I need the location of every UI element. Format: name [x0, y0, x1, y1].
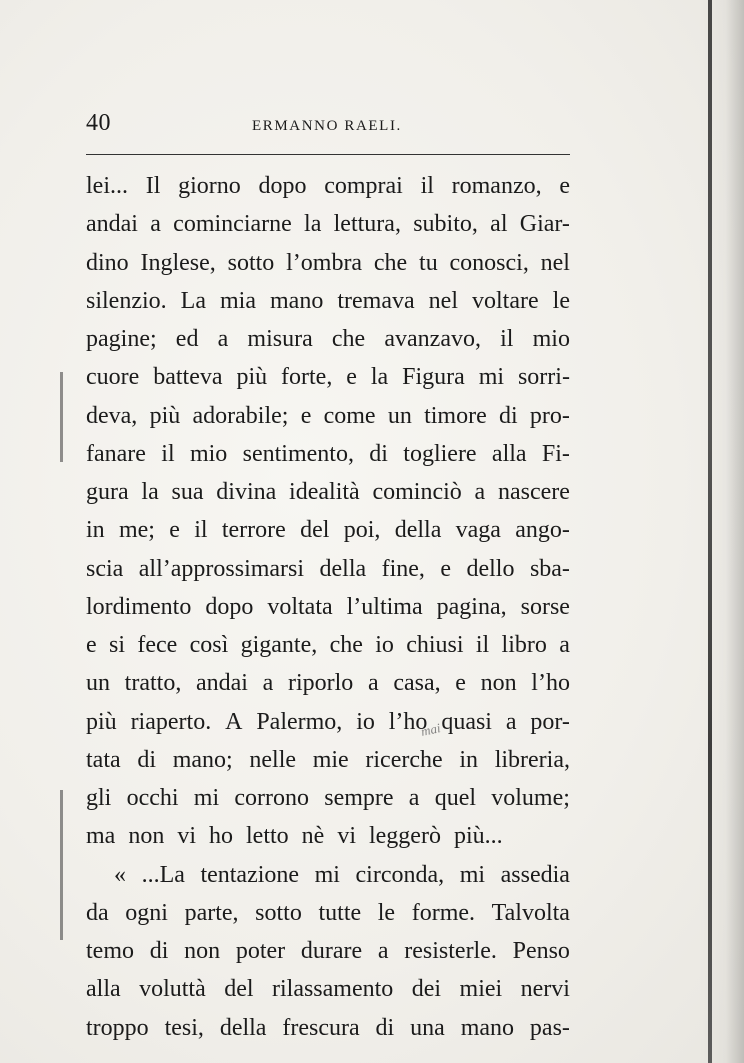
margin-pencil-mark	[60, 790, 63, 940]
text-line: fanare il mio sentimento, di togliere alla Fi-	[86, 440, 570, 467]
page-binding-shadow	[698, 0, 744, 1063]
text-line: un tratto, andai a riporlo a casa, e non l’ho	[86, 670, 570, 697]
text-line: « ...La tentazione mi circonda, mi assedia	[114, 861, 570, 888]
body-text	[86, 167, 570, 1047]
page-header	[86, 110, 570, 146]
text-line: pagine; ed a misura che avanzavo, il mio	[86, 326, 570, 352]
margin-pencil-mark	[60, 372, 63, 462]
text-line: silenzio. La mia mano tremava nel voltare le	[86, 287, 570, 314]
text-line: tata di mano; nelle mie ricerche in libreria,	[86, 746, 570, 773]
marginal-annotation: mai	[419, 720, 442, 739]
page-binding-edge	[708, 0, 712, 1063]
text-line: temo di non poter durare a resisterle. Penso	[86, 938, 570, 964]
text-line: gura la sua divina idealità cominciò a nascere	[86, 479, 570, 505]
text-line: lordimento dopo voltata l’ultima pagina, sorse	[86, 593, 570, 620]
text-line: alla voluttà del rilassamento dei miei nervi	[86, 976, 570, 1003]
text-line: più riaperto. A Palermo, io l’ho quasi a por-	[86, 708, 570, 735]
text-line: in me; e il terrore del poi, della vaga ango-	[86, 517, 570, 544]
text-line: deva, più adorabile; e come un timore di pro-	[86, 402, 570, 429]
text-line: ma non vi ho letto nè vi leggerò più...	[86, 823, 503, 850]
page-number: 40	[86, 110, 111, 136]
text-line: lei... Il giorno dopo comprai il romanzo, e	[86, 173, 570, 199]
text-line: e si fece così gigante, che io chiusi il libro a	[86, 632, 570, 658]
header-rule	[86, 154, 570, 155]
text-line: dino Inglese, sotto l’ombra che tu conosci, nel	[86, 249, 570, 276]
text-line: da ogni parte, sotto tutte le forme. Talvolta	[86, 899, 570, 926]
text-line: cuore batteva più forte, e la Figura mi sorri-	[86, 364, 570, 391]
text-line: andai a cominciarne la lettura, subito, al Giar-	[86, 211, 570, 238]
text-line: scia all’approssimarsi della fine, e dello sba-	[86, 555, 570, 582]
text-line: gli occhi mi corrono sempre a quel volume;	[86, 785, 570, 811]
running-head: ERMANNO RAELI.	[252, 118, 402, 134]
text-line: troppo tesi, della frescura di una mano pas-	[86, 1014, 570, 1041]
